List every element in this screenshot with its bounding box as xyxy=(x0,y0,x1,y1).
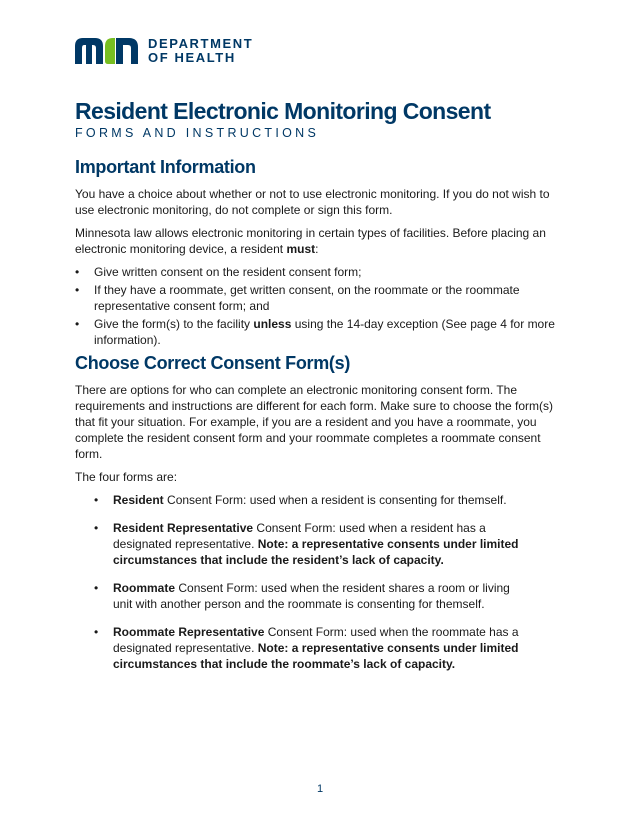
choose-forms-section xyxy=(75,352,570,684)
logo-line-1: DEPARTMENT xyxy=(148,36,254,51)
form-description: Consent Form: used when a resident has a designated representative. xyxy=(113,521,486,551)
options-paragraph: There are options for who can complete an electronic monitoring consent form. The requirements and instructions are different for each form. Make sure to choose the form(s) that fit your situation. For example, if you are a resident and you have a roommate, you complete the resident consent form and your roommate completes a roommate consent form. xyxy=(75,383,553,461)
list-item xyxy=(94,580,570,612)
requirements-list xyxy=(75,264,570,348)
list-item: • If they have a roommate, get written consent, on the roommate or the roommate representative consent form; and xyxy=(75,282,570,314)
title-block xyxy=(75,97,595,141)
important-information-section xyxy=(75,156,570,350)
unless-emphasis: unless xyxy=(253,317,292,331)
logo-line-2: OF HEALTH xyxy=(148,50,236,65)
list-item xyxy=(94,492,570,508)
form-name: Resident Representative xyxy=(113,521,254,535)
forms-list xyxy=(94,492,570,672)
form-name: Roommate Representative xyxy=(113,625,265,639)
law-colon: : xyxy=(315,242,319,256)
law-text: Minnesota law allows electronic monitoring in certain types of facilities. Before placing an electronic monitoring device, a resident xyxy=(75,226,546,256)
form-note: Note: a representative consents under limited circumstances that include the roommate’s lack of capacity. xyxy=(113,641,519,671)
law-paragraph xyxy=(75,225,570,257)
mdh-logo xyxy=(75,37,253,65)
list-item xyxy=(75,316,570,348)
form-name: Roommate xyxy=(113,581,176,595)
four-forms-paragraph: The four forms are: xyxy=(75,470,178,484)
list-item xyxy=(94,520,570,568)
must-emphasis: must xyxy=(286,242,316,256)
list-item-text: using the 14-day exception (See page 4 for more information). xyxy=(94,317,555,347)
list-item: • Give written consent on the resident consent form; xyxy=(75,264,570,280)
document-subtitle: FORMS AND INSTRUCTIONS xyxy=(75,126,320,140)
page-number: 1 xyxy=(316,783,324,795)
list-item-text: Give the form(s) to the facility xyxy=(94,317,254,331)
form-description: Consent Form: used when a resident is consenting for themself. xyxy=(163,493,507,507)
list-item xyxy=(94,624,570,672)
logo-wordmark xyxy=(148,37,253,65)
form-description: Consent Form: used when the resident shares a room or living unit with another person and the roommate is consenting for themself. xyxy=(113,581,510,611)
choice-paragraph: You have a choice about whether or not to use electronic monitoring. If you do not wish to use electronic monitoring, do not complete or sign this form. xyxy=(75,187,550,217)
choose-forms-heading: Choose Correct Consent Form(s) xyxy=(75,353,351,373)
form-note: Note: a representative consents under limited circumstances that include the resident’s lack of capacity. xyxy=(113,537,519,567)
mn-logo-icon xyxy=(75,38,139,64)
important-information-heading: Important Information xyxy=(75,157,256,177)
form-description: Consent Form: used when the roommate has a designated representative. xyxy=(113,625,519,655)
form-name: Resident xyxy=(113,493,164,507)
document-title: Resident Electronic Monitoring Consent xyxy=(75,98,491,124)
